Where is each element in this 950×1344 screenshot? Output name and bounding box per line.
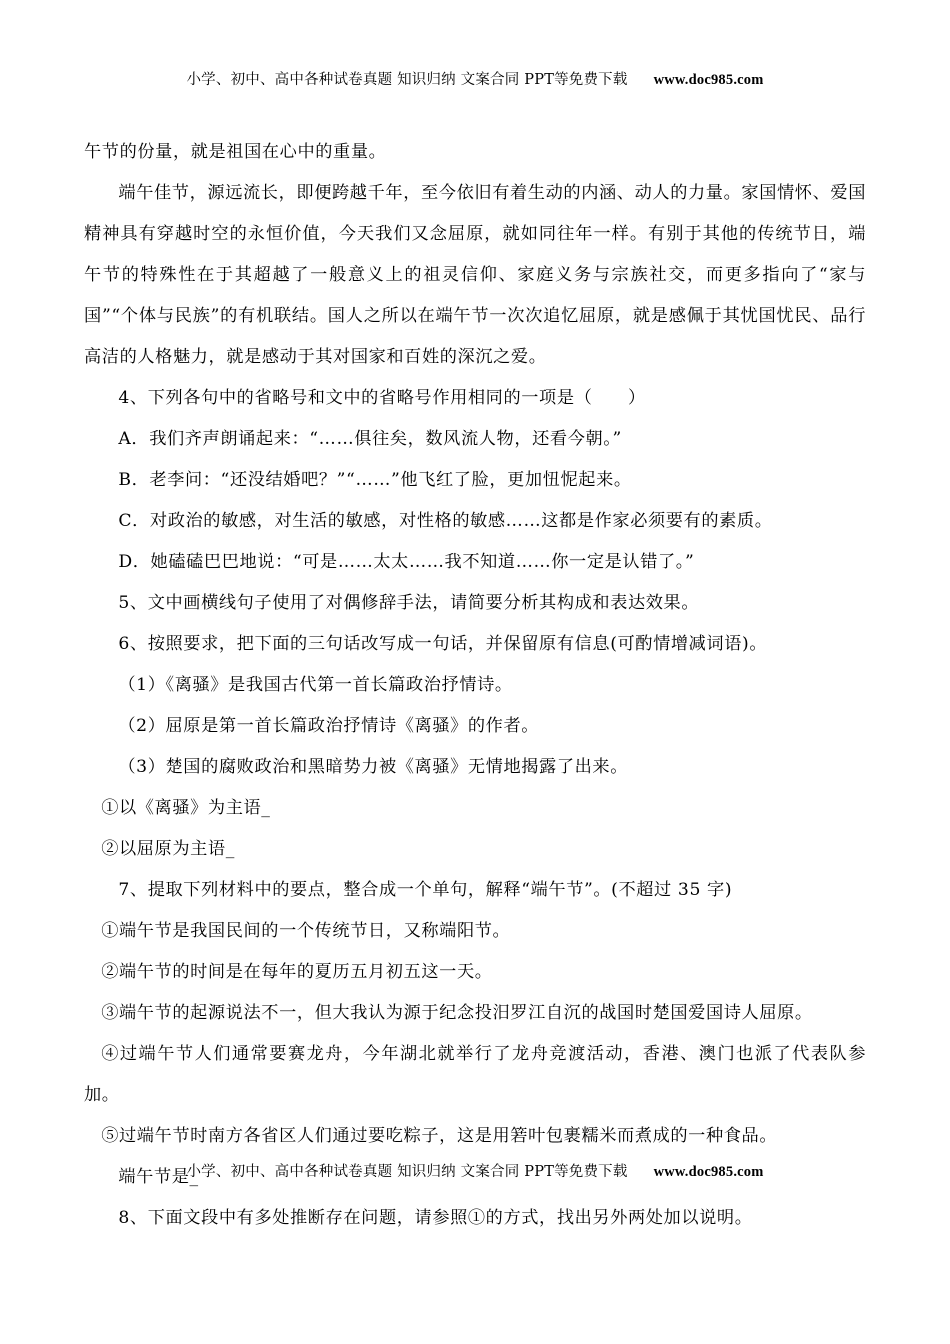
header-watermark-text: 小学、初中、高中各种试卷真题 知识归纳 文案合同 PPT等免费下载 [186, 72, 628, 88]
question-4-option-d: D．她磕磕巴巴地说：“可是……太太……我不知道……你一定是认错了。” [118, 552, 695, 572]
question-4-option-b: B．老李问：“还没结婚吧？”“……”他飞红了脸，更加忸怩起来。 [118, 470, 632, 490]
footer-watermark-url: www.doc985.com [653, 1164, 764, 1180]
question-4-stem: 4、下列各句中的省略号和文中的省略号作用相同的一项是（ ） [118, 388, 646, 408]
question-4-option-a: A．我们齐声朗诵起来：“……俱往矣，数风流人物，还看今朝。” [118, 429, 622, 449]
paragraph-continuation: 午节的份量，就是祖国在心中的重量。 [84, 142, 387, 162]
question-7-item-5: ⑤过端午节时南方各省区人们通过要吃粽子，这是用箬叶包裹糯米而煮成的一种食品。 [101, 1126, 778, 1146]
question-7-item-3: ③端午节的起源说法不一，但大我认为源于纪念投汨罗江自沉的战国时楚国爱国诗人屈原。 [101, 1003, 813, 1023]
question-4-option-c: C．对政治的敏感，对生活的敏感，对性格的敏感……这都是作家必须要有的素质。 [118, 511, 773, 531]
header-watermark [0, 68, 950, 89]
paragraph-body-1: 端午佳节，源远流长，即便跨越千年，至今依旧有着生动的内涵、动人的力量。家国情怀、爱国精神具有穿越时空的永恒价值，今天我们又念屈原，就如同往年一样。有别于其他的传统节日，端午节的特殊性在于其超越了一般意义上的祖灵信仰、家庭义务与宗族社交，而更多指向了“家与国”“个体与民族”的有机联结。国人之所以在端午节一次次追忆屈原，就是感佩于其忧国忧民、品行高洁的人格魅力，就是感动于其对国家和百姓的深沉之爱。 [84, 183, 866, 367]
footer-watermark [0, 1160, 950, 1181]
question-6-answer-line-2: ②以屈原为主语_ [101, 839, 235, 859]
question-6-stem: 6、按照要求，把下面的三句话改写成一句话，并保留原有信息(可酌情增减词语)。 [118, 634, 768, 654]
question-6-answer-line-1: ①以《离骚》为主语_ [101, 798, 271, 818]
question-8-stem: 8、下面文段中有多处推断存在问题，请参照①的方式，找出另外两处加以说明。 [118, 1208, 753, 1228]
document-body [84, 132, 866, 1239]
question-7-item-4: ④过端午节人们通常要赛龙舟，今年湖北就举行了龙舟竞渡活动，香港、澳门也派了代表队参加。 [84, 1044, 866, 1105]
header-watermark-url: www.doc985.com [653, 72, 764, 88]
question-5-stem: 5、文中画横线句子使用了对偶修辞手法，请简要分析其构成和表达效果。 [118, 593, 700, 613]
question-6-item-3: （3）楚国的腐败政治和黑暗势力被《离骚》无情地揭露了出来。 [118, 757, 628, 777]
question-7-item-1: ①端午节是我国民间的一个传统节日，又称端阳节。 [101, 921, 511, 941]
question-7-answer-line: 端午节是_ [118, 1167, 199, 1187]
question-7-item-2: ②端午节的时间是在每年的夏历五月初五这一天。 [101, 962, 493, 982]
question-6-item-1: （1）《离骚》是我国古代第一首长篇政治抒情诗。 [118, 675, 513, 695]
question-6-item-2: （2）屈原是第一首长篇政治抒情诗《离骚》的作者。 [118, 716, 540, 736]
question-7-stem: 7、提取下列材料中的要点，整合成一个单句，解释“端午节”。(不超过 35 字) [118, 880, 733, 900]
footer-watermark-text: 小学、初中、高中各种试卷真题 知识归纳 文案合同 PPT等免费下载 [186, 1164, 628, 1180]
